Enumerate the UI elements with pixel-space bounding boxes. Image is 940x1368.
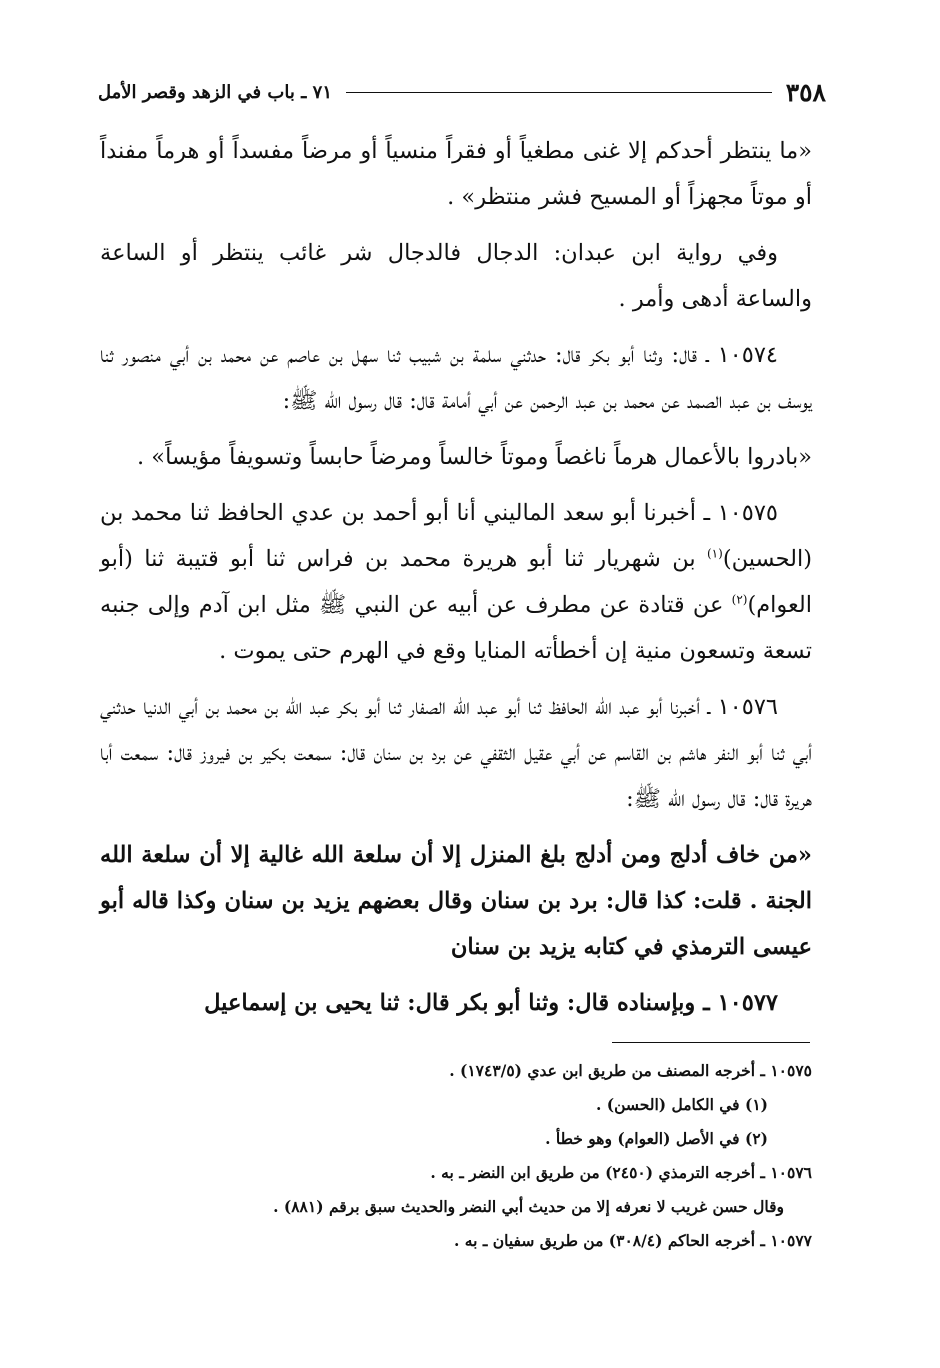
- footnote-ref-1: (١): [706, 546, 723, 561]
- hadith-10577-chain: ١٠٥٧٧ ـ وبإسناده قال: وثنا أبو بكر قال: ثنا يحيى بن إسماعيل: [204, 990, 778, 1016]
- footnote-10575: ١٠٥٧٥ ـ أخرجه المصنف من طريق ابن عدي (١٧٤٣/٥) .: [449, 1061, 812, 1080]
- footnote-10576-note: وقال حسن غريب لا نعرفه إلا من حديث أبي النضر والحديث سبق برقم (٨٨١) .: [273, 1197, 784, 1216]
- hadith-quote-1: «ما ينتظر أحدكم إلا غنى مطغياً أو فقراً منسياً أو مرضاً مفسداً أو هرماً مفنداً أو موتاً مجهزاً أو المسيح فشر منتظر» .: [100, 138, 812, 210]
- page-number: ٣٥٨: [785, 77, 826, 107]
- footnote-ref-2: (٢): [731, 592, 748, 607]
- footnote-separator: [612, 1042, 810, 1043]
- hadith-10575-part-3: عن قتادة عن مطرف عن أبيه عن النبي ﷺ مثل ابن آدم وإلى جنبه تسعة وتسعون منية إن أخطأته المنايا وقع في الهرم حتى يموت .: [100, 592, 812, 664]
- main-text: [100, 128, 812, 1036]
- footnote-1: (١) في الكامل (الحسن) .: [596, 1095, 768, 1114]
- footnote-10577: ١٠٥٧٧ ـ أخرجه الحاكم (٣٠٨/٤) من طريق سفيان ـ به .: [454, 1231, 812, 1250]
- hadith-10574-chain: ١٠٥٧٤ ـ قال: وثنا أبو بكر قال: حدثني سلمة بن شبيب ثنا سهل بن عاصم عن محمد بن أبي منصور ثنا يوسف بن عبد الصمد عن محمد بن عبد الرحمن عن أبي أمامة قال: قال رسول الله ﷺ:: [100, 342, 812, 414]
- variant-narration: وفي رواية ابن عبدان: الدجال فالدجال شر غائب ينتظر أو الساعة والساعة أدهى وأمر .: [100, 240, 812, 312]
- footnote-10576: ١٠٥٧٦ ـ أخرجه الترمذي (٢٤٥٠) من طريق ابن النضر ـ به .: [430, 1163, 812, 1182]
- hadith-10576-chain: ١٠٥٧٦ ـ أخبرنا أبو عبد الله الحافظ ثنا أبو عبد الله الصفار ثنا أبو بكر عبد الله بن محمد بن أبي الدنيا حدثني أبي ثنا أبو النفر هاشم بن القاسم عن أبي عقيل الثقفي عن برد بن سنان قال: سمعت بكير بن فيروز قال: سمعت أبا هريرة قال: قال رسول الله ﷺ:: [100, 694, 812, 812]
- hadith-10575-part-2: بن شهريار ثنا أبو هريرة محمد بن فراس ثنا أبو قتيبة ثنا (أبو العوام): [100, 546, 812, 618]
- footnote-2: (٢) في الأصل (العوام) وهو خطأ .: [545, 1129, 768, 1148]
- hadith-10574-text: «بادروا بالأعمال هرماً ناغصاً وموتاً خالساً ومرضاً حابساً وتسويفاً مؤيساً» .: [137, 444, 812, 470]
- hadith-10576-text: «من خاف أدلج ومن أدلج بلغ المنزل إلا أن سلعة الله غالية إلا أن سلعة الله الجنة . قلت: كذا قال: برد بن سنان وقال بعضهم يزيد بن سنان وكذا قاله أبو عيسى الترمذي في كتابه يزيد بن سنان: [100, 842, 812, 960]
- hadith-10575: [100, 490, 812, 674]
- running-title: ٧١ ـ باب في الزهد وقصر الأمل: [98, 81, 332, 103]
- hadith-10575-part-1: ١٠٥٧٥ ـ أخبرنا أبو سعد الماليني أنا أبو أحمد بن عدي الحافظ ثنا محمد بن (الحسين): [100, 500, 812, 572]
- page-header: [98, 72, 826, 112]
- footnotes: [120, 1054, 812, 1258]
- header-rule: [346, 92, 772, 93]
